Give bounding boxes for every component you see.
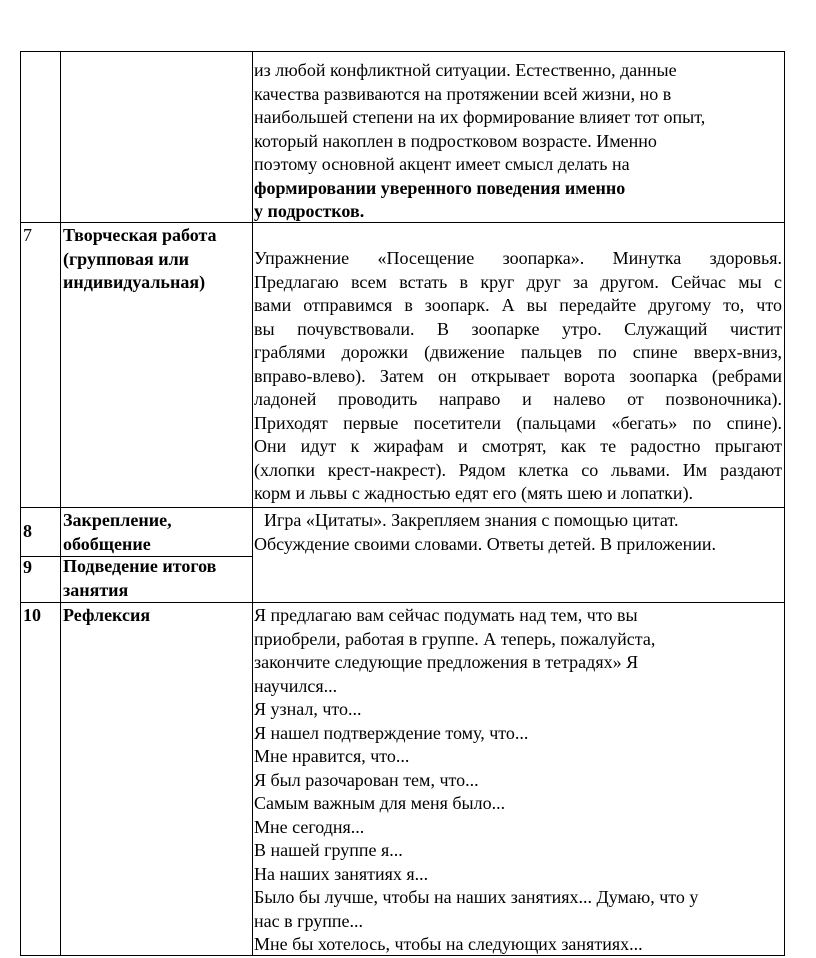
text-line: вправо-влево). Затем он открывает ворота зоопарка (ребрами	[254, 365, 782, 386]
text-line: который накоплен в подростковом возрасте. Именно	[254, 130, 657, 151]
column-divider	[252, 51, 253, 956]
row-divider	[20, 507, 785, 508]
text-line: корм и львы с жадностью едят его (мять шею и лопатки).	[254, 483, 694, 503]
stage-title-line: (групповая или	[63, 248, 190, 269]
stage-content	[254, 604, 782, 957]
stage-content	[254, 509, 782, 556]
text-line: Я нашел подтверждение тому, что...	[254, 722, 529, 743]
stage-content	[254, 247, 782, 506]
text-line: Приходят первые посетители (пальцами «бегать» по спине).	[254, 412, 782, 433]
text-line: ладоней проводить направо и налево от позвоночника).	[254, 389, 782, 409]
text-line: Было бы лучше, чтобы на наших занятиях... Думаю, что у	[254, 887, 699, 907]
text-line: вы почувствовали. В зоопарке утро. Служащий чистит	[254, 318, 782, 339]
stage-title-line: Творческая работа	[63, 225, 217, 245]
text-line: вами отправимся в зоопарк. А вы передайте другому то, что	[254, 295, 782, 315]
text-line: Я был разочарован тем, что...	[254, 769, 479, 790]
text-line: нас в группе...	[254, 910, 364, 931]
stage-title-line: Подведение итогов	[63, 556, 217, 576]
text-line: закончите следующие предложения в тетрадях» Я	[254, 652, 639, 672]
stage-title-line: Рефлексия	[63, 605, 151, 625]
stage-title-line: Закрепление,	[63, 510, 172, 530]
stage-title	[63, 604, 251, 628]
bold-text-line: формировании уверенного поведения именно	[254, 177, 626, 198]
text-line: Мне нравится, что...	[254, 746, 410, 766]
text-line: Упражнение «Посещение зоопарка». Минутка здоровья.	[254, 248, 782, 268]
text-line: из любой конфликтной ситуации. Естественно, данные	[254, 60, 677, 80]
text-line: качества развиваются на протяжении всей жизни, но в	[254, 83, 672, 104]
text-line: В нашей группе я...	[254, 840, 403, 860]
text-line: Игра «Цитаты». Закрепляем знания с помощью цитат.	[264, 510, 679, 530]
row-content-continuation	[254, 59, 782, 224]
row-number: 7	[23, 225, 32, 245]
text-line: Самым важным для меня было...	[254, 793, 506, 813]
text-line: Мне сегодня...	[254, 816, 365, 837]
row-number: 9	[23, 557, 32, 577]
text-line: (хлопки крест-накрест). Рядом клетка со львами. Им раздают	[254, 459, 782, 480]
row-number: 8	[23, 521, 32, 541]
bold-text-line: у подростков.	[254, 201, 365, 221]
text-line: На наших занятиях я...	[254, 863, 429, 884]
stage-title	[63, 555, 251, 602]
text-line: поэтому основной акцент имеет смысл делать на	[254, 154, 630, 174]
stage-title-line: обобщение	[63, 533, 151, 554]
row-number: 10	[23, 605, 41, 625]
text-line: Я узнал, что...	[254, 699, 362, 719]
stage-title	[63, 224, 251, 295]
text-line: граблями дорожки (движение пальцев по спине вверх-вниз,	[254, 342, 782, 362]
stage-title-line: занятия	[63, 579, 129, 600]
table-border-right	[784, 51, 785, 956]
stage-title	[63, 509, 251, 556]
text-line: научился...	[254, 675, 338, 696]
lesson-plan-table	[20, 51, 785, 956]
text-line: наибольшей степени на их формирование влияет тот опыт,	[254, 107, 706, 127]
table-border-left	[20, 51, 21, 956]
table-border-top	[20, 51, 785, 52]
text-line: Обсуждение своими словами. Ответы детей. В приложении.	[254, 533, 717, 554]
stage-title-line: индивидуальная)	[63, 272, 206, 292]
text-line: Предлагаю всем встать в круг друг за другом. Сейчас мы с	[254, 271, 782, 292]
text-line: Они идут к жирафам и смотрят, как те радостно прыгают	[254, 436, 782, 456]
row-divider	[20, 602, 785, 603]
text-line: Я предлагаю вам сейчас подумать над тем, что вы	[254, 605, 638, 625]
column-divider	[60, 51, 61, 956]
text-line: Мне бы хотелось, чтобы на следующих занятиях...	[254, 934, 643, 954]
text-line: приобрели, работая в группе. А теперь, пожалуйста,	[254, 628, 656, 649]
